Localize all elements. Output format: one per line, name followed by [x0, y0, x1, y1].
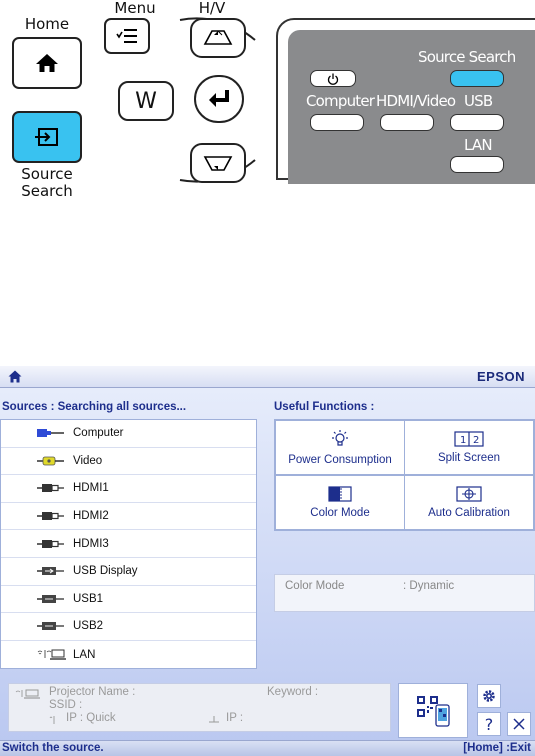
remote-power-button[interactable]: [310, 70, 356, 87]
power-icon: [327, 73, 339, 85]
ssid-field: SSID :: [49, 699, 83, 711]
source-search-screen: [0, 366, 535, 756]
exit-hint: [Home] :Exit: [463, 742, 531, 754]
keystone-down-key[interactable]: [190, 143, 246, 183]
source-item-hdmi2[interactable]: [1, 503, 256, 531]
home-key[interactable]: [12, 37, 82, 89]
w-key[interactable]: [118, 81, 174, 121]
source-item-usb2[interactable]: [1, 613, 256, 641]
function-auto-calibration[interactable]: [404, 475, 534, 530]
computer-source-icon: [37, 428, 71, 438]
home-label: Home: [24, 15, 70, 33]
status-bar: [0, 740, 535, 756]
keystone-up-icon: [203, 30, 233, 46]
remote-panel-face: [288, 30, 535, 184]
source-label: Video: [73, 454, 103, 467]
video-source-icon: [37, 456, 71, 466]
menu-label: Menu: [114, 0, 156, 17]
function-split-screen[interactable]: [404, 420, 534, 475]
source-search-label-2: Search: [21, 182, 73, 200]
qr-code-icon: [416, 695, 450, 727]
title-bar: [0, 366, 535, 388]
remote-source-search-label: Source Search: [418, 48, 516, 66]
source-item-hdmi3[interactable]: [1, 530, 256, 558]
remote-source-search-button[interactable]: [450, 70, 504, 87]
source-item-video[interactable]: [1, 448, 256, 476]
auto-calibration-icon: [456, 486, 482, 502]
home-icon: [35, 53, 59, 73]
wired-lan-icon: [207, 715, 221, 725]
source-input-icon: [34, 127, 60, 147]
color-mode-info: [274, 574, 535, 612]
qr-code-button[interactable]: [398, 683, 468, 738]
ip-field: IP :: [226, 712, 244, 724]
source-list: [0, 419, 257, 669]
color-mode-value: : Dynamic: [403, 580, 455, 592]
source-label: HDMI2: [73, 510, 109, 523]
projector-name-field: Projector Name :: [49, 686, 136, 698]
keyword-field: Keyword :: [267, 686, 319, 698]
w-key-label: W: [135, 88, 157, 114]
color-mode-name: Color Mode: [285, 580, 345, 592]
svg-text:2: 2: [473, 435, 480, 446]
color-mode-icon: [328, 486, 352, 502]
enter-key[interactable]: [194, 75, 244, 123]
source-search-key[interactable]: [12, 111, 82, 163]
useful-functions-grid: [274, 419, 535, 531]
useful-functions-heading: Useful Functions :: [274, 401, 375, 413]
source-item-computer[interactable]: [1, 420, 256, 448]
source-item-hdmi1[interactable]: [1, 475, 256, 503]
source-label: USB2: [73, 620, 104, 633]
function-power-consumption[interactable]: [275, 420, 405, 475]
split-screen-icon: [454, 431, 484, 447]
remote-lan-label: LAN: [464, 136, 492, 154]
close-button[interactable]: [507, 712, 531, 736]
remote-hdmi-video-button[interactable]: [380, 114, 434, 131]
remote-hdmi-video-label: HDMI/Video: [376, 92, 456, 110]
usb-icon: [37, 594, 71, 604]
close-icon: [513, 718, 525, 730]
remote-computer-label: Computer: [306, 92, 375, 110]
wireless-lan-icon: [15, 689, 41, 699]
sources-heading: Sources : Searching all sources...: [2, 401, 187, 413]
power-consumption-icon: [329, 429, 351, 449]
function-label: Color Mode: [310, 507, 370, 519]
network-info-panel: [8, 683, 391, 732]
usb-display-icon: [37, 566, 71, 576]
source-label: HDMI3: [73, 537, 109, 550]
hv-label: H/V: [198, 0, 226, 17]
source-label: LAN: [73, 648, 96, 661]
question-mark-icon: ?: [484, 714, 494, 734]
source-label: USB1: [73, 592, 104, 605]
help-button[interactable]: [477, 712, 501, 736]
remote-panel: [276, 18, 535, 180]
function-label: Power Consumption: [288, 454, 392, 466]
remote-control-illustration: [0, 0, 535, 210]
gear-icon: [481, 688, 497, 704]
hdmi-icon: [37, 511, 71, 521]
source-label: Computer: [73, 427, 124, 440]
source-item-usb-display[interactable]: [1, 558, 256, 586]
menu-key[interactable]: [104, 18, 150, 54]
wireless-signal-icon: [49, 715, 59, 725]
function-label: Split Screen: [437, 452, 500, 464]
keystone-down-icon: [203, 155, 233, 171]
source-label: HDMI1: [73, 482, 109, 495]
hdmi-icon: [37, 483, 71, 493]
source-item-usb1[interactable]: [1, 586, 256, 614]
source-label: USB Display: [73, 565, 138, 578]
home-icon[interactable]: [8, 370, 22, 383]
hdmi-icon: [37, 539, 71, 549]
function-color-mode[interactable]: [275, 475, 405, 530]
function-label: Auto Calibration: [428, 507, 510, 519]
keystone-up-key[interactable]: [190, 18, 246, 58]
remote-usb-button[interactable]: [450, 114, 504, 131]
source-item-lan[interactable]: [1, 641, 256, 669]
settings-button[interactable]: [477, 684, 501, 708]
remote-usb-label: USB: [464, 92, 493, 110]
status-message: Switch the source.: [2, 742, 104, 754]
lan-icon: [37, 649, 71, 661]
menu-list-icon: [115, 28, 139, 44]
epson-logo: EPSON: [476, 369, 525, 384]
ip-quick-field: IP : Quick: [66, 712, 116, 724]
source-search-label-1: Source: [21, 165, 73, 183]
remote-computer-button[interactable]: [310, 114, 364, 131]
remote-lan-button[interactable]: [450, 156, 504, 173]
enter-icon: [207, 88, 231, 110]
usb-icon: [37, 621, 71, 631]
svg-text:1: 1: [460, 435, 467, 446]
